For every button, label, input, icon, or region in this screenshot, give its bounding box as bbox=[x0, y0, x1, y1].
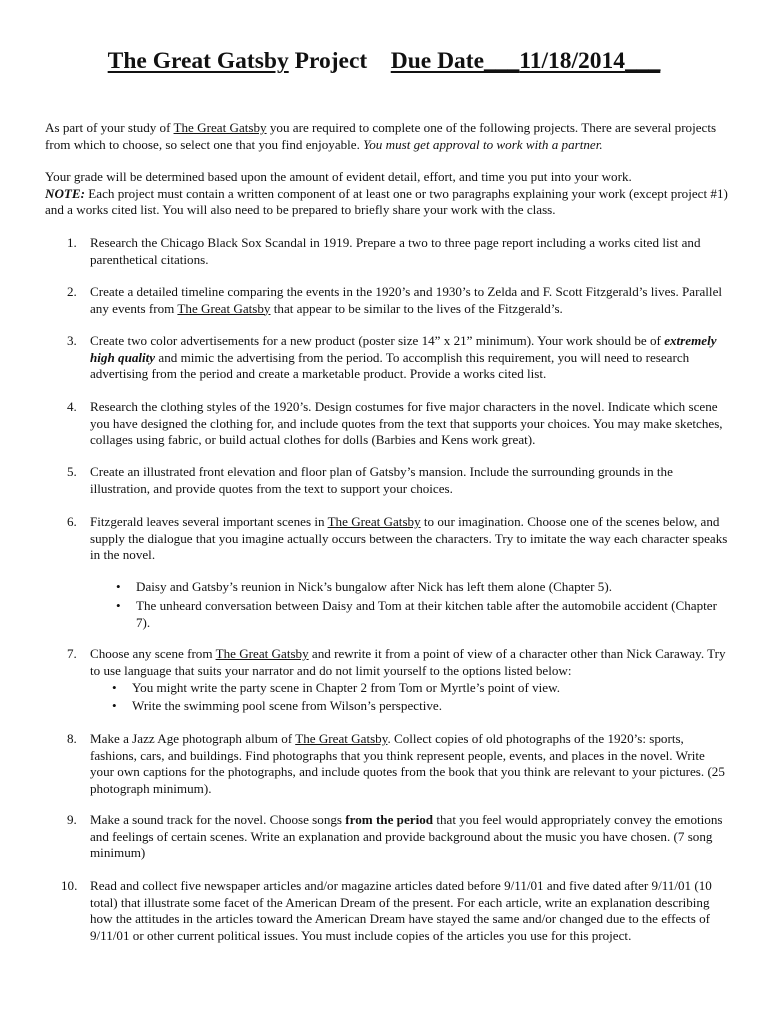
item-number: 7. bbox=[67, 646, 77, 661]
item-text: Make a sound track for the novel. Choose songs from the period that you feel would appropriately convey the emotions and feelings of certain scenes. Write an explanation and provide background about the music you have chosen. (7 song minimum) bbox=[90, 812, 723, 861]
item-number: 4. bbox=[67, 399, 77, 414]
bullet-text: Daisy and Gatsby’s reunion in Nick’s bungalow after Nick has left them alone (Chapter 5). bbox=[136, 579, 612, 594]
item-number: 1. bbox=[67, 235, 77, 250]
item-text: Fitzgerald leaves several important scenes in The Great Gatsby to our imagination. Choose one of the scenes below, and supply the dialogue that you imagine actually occurs between the characters. Try to imitate the way each character speaks in the novel. bbox=[90, 514, 728, 563]
partner-approval-note: You must get approval to work with a partner. bbox=[363, 136, 603, 152]
item-number: 10. bbox=[61, 878, 78, 893]
bullet-text: You might write the party scene in Chapter 2 from Tom or Myrtle’s point of view. bbox=[132, 680, 560, 695]
item-text: Create a detailed timeline comparing the events in the 1920’s and 1930’s to Zelda and F. Scott Fitzgerald’s lives. Parallel any events from The Great Gatsby that appear to be similar to the lives of the Fitzgerald’s. bbox=[90, 284, 723, 316]
bullet-icon: • bbox=[116, 579, 121, 594]
item-number: 8. bbox=[67, 731, 77, 746]
book-title: The Great Gatsby bbox=[327, 514, 421, 529]
item-number: 5. bbox=[67, 464, 77, 479]
intro-book-title: The Great Gatsby bbox=[173, 120, 267, 135]
item-text: Research the clothing styles of the 1920’s. Design costumes for five major characters in the novel. Indicate which scene you have designed the clothing for, and include quotes from the text that supports your choices. You may make sketches, collages using fabric, or build actual clothes for dolls (Barbies and Kens work great). bbox=[90, 399, 723, 448]
note-label: NOTE: bbox=[45, 185, 86, 201]
due-date-label: Due Date___ bbox=[390, 48, 520, 74]
title-project-word: Project bbox=[288, 48, 368, 74]
item-text: Research the Chicago Black Sox Scandal in 1919. Prepare a two to three page report including a works cited list and parenthetical citations. bbox=[90, 235, 701, 267]
title-book-name: The Great Gatsby bbox=[107, 48, 289, 74]
intro-text-b: you are required to complete one of the following projects. There are several projects from which to choose, so select one that you find enjoyable. bbox=[45, 120, 717, 152]
bullet-icon: • bbox=[112, 698, 117, 713]
book-title: The Great Gatsby bbox=[215, 646, 309, 661]
emphasis-text: from the period bbox=[345, 812, 434, 827]
page-title bbox=[0, 46, 768, 76]
due-date-field bbox=[391, 48, 661, 74]
book-title: The Great Gatsby bbox=[295, 731, 388, 746]
item-text: Create two color advertisements for a new product (poster size 14” x 21” minimum). Your work should be of extremely high quality and mimic the advertising from the period. To accomplish this requirement, you will need to research advertising from the period and create a marketable product. Provide a works cited list. bbox=[90, 333, 717, 382]
note-text: Each project must contain a written component of at least one or two paragraphs explaining your work (except project #1) and a works cited list. You will also need to be prepared to briefly share your work with the class. bbox=[45, 185, 728, 218]
item-number: 2. bbox=[67, 284, 77, 299]
intro-paragraph bbox=[45, 120, 730, 153]
bullet-text: The unheard conversation between Daisy and Tom at their kitchen table after the automobile accident (Chapter 7). bbox=[136, 598, 717, 630]
intro-text-a: As part of your study of bbox=[45, 120, 174, 135]
item-text: Make a Jazz Age photograph album of The Great Gatsby. Collect copies of old photographs of the 1920’s: sports, fashions, cars, and buildings. Find photographs that you think represent people, events, and places in the novel. Write your own captions for the photographs, and include quotes from the book that you think are relevant to your pictures. (25 photograph minimum). bbox=[90, 731, 725, 796]
item-number: 3. bbox=[67, 333, 77, 348]
bullet-icon: • bbox=[116, 598, 121, 613]
bullet-text: Write the swimming pool scene from Wilson’s perspective. bbox=[132, 698, 442, 713]
item-text: Create an illustrated front elevation and floor plan of Gatsby’s mansion. Include the surrounding grounds in the illustration, and provide quotes from the text to support your choices. bbox=[90, 464, 673, 496]
due-date-value: 11/18/2014 bbox=[519, 48, 626, 74]
item-number: 9. bbox=[67, 812, 77, 827]
emphasis-text: extremely high quality bbox=[90, 333, 717, 365]
grading-text: Your grade will be determined based upon the amount of evident detail, effort, and time you put into your work. bbox=[45, 169, 632, 184]
book-title: The Great Gatsby bbox=[177, 300, 271, 316]
item-text: Read and collect five newspaper articles and/or magazine articles dated before 9/11/01 and five dated after 9/11/01 (10 total) that illustrate some facet of the American Dream of the present. For each article, write an explanation describing how the attitudes in the articles toward the American Dream have stayed the same and/or changed due to the effects of 9/11/01 or other current political issues. You must include copies of the articles you use for this project. bbox=[90, 878, 712, 943]
item-text: Choose any scene from The Great Gatsby and rewrite it from a point of view of a character other than Nick Caraway. Try to use language that suits your narrator and do not limit yourself to the options listed below: bbox=[90, 646, 726, 678]
bullet-icon: • bbox=[112, 680, 117, 695]
item-number: 6. bbox=[67, 514, 77, 529]
grading-paragraph bbox=[45, 169, 730, 219]
due-date-trail: ___ bbox=[625, 48, 661, 74]
